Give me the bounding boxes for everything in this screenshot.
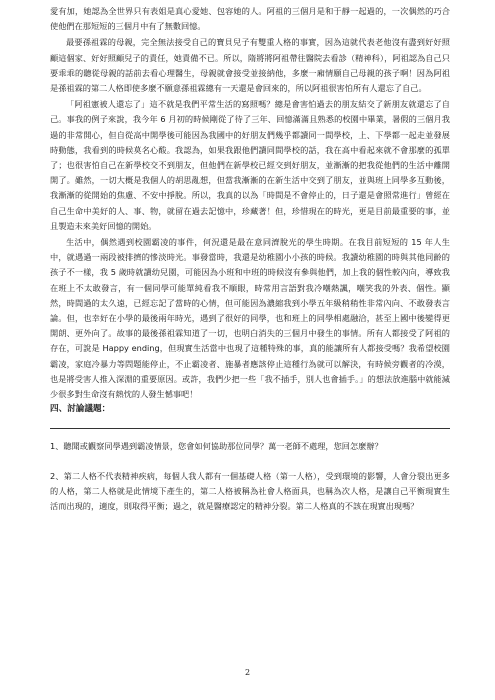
- paragraph-3: 「阿祖憲被人還忘了」這不就是我們平常生活的寫照嗎？總是會害怕過去的朋友結交了新朋友就還忘了自己。事我的例子來說，我今年 6 月初的時候剛從了待了三年、回憶滿滿且熟悉的校園中畢業，暑假的三個月我過的非常開心，但自從高中開學後可能因為我國中的好朋友們幾乎都讀同一間學校，上、下學都一起走並發展時動態，我看到的時候莫名心酸。我認為，如果我跟他們讀同間學校的話，我在高中看起來就不會那麼的孤單了；也很害怕自己在新學校交不到朋友，但他們在新學校已經交到好朋友，並漸漸的把我從他們的生活中離開開了。雖然，一切大概是我個人的胡思亂想，但當我漸漸的在新生活中交到了朋友，並與班上同學多互動後，我漸漸的從開始的焦慮、不安中掙脫。所以，我真的以為「時間是不會停止的，日子還是會照常進行」曾經在自己生命中美好的人、事、物，就留在過去記憶中，珍藏著！但，珍惜現在的時光，更是目前最重要的事，並且製造未來美好回憶的開始。: [50, 99, 450, 231]
- section-heading: 四、討論議題：: [50, 404, 111, 415]
- document-page: [50, 4, 450, 514]
- paragraph-2: 最要孫祖霖的母親，完全無法接受自己的寶貝兒子有雙重人格的事實，因為這就代表老他沒有盡到好好照顧這個家、好好照顧兒子的責任，她責備不已。所以，隋將將阿祖帶往醫院去看診（精神科），阿祖認為自己只要乖乖的聽從母親的話前去看心理醫生，母親就會接受並接納他，多麼一廂情願自己母親的孩子啊！因為阿祖是孫祖霖的第二人格即使多麼不願意孫祖霖總有一天還是會回來的，所以阿祖很害怕所有人還忘了自己。: [50, 37, 450, 94]
- question-1: 1、聽聞或觀察同學遇到霸凌情景，您會如何協助那位同學？萬一老師不處理，您回怎麼辦？: [50, 441, 383, 452]
- question-2: 2、第二人格不代表精神疾病，每個人我人都有一個基礎人格（第一人格），受到環境的影響，人會分裂出更多的人格，第二人格就是此情境下產生的，第二人格被稱為社會人格面具，也稱為次人格，是讓自己平衡現實生活而出現的，適度，則取得平衡；過之，就是醫療認定的精神分裂。第二人格真的不該在現實出現嗎？: [50, 470, 450, 512]
- paragraph-4: 生活中，偶然遇到校園霸凌的事件，何況還是最在意同濟脫光的學生時期。在我目前短短的 15 年人生中，就遇過一兩段被排擠的慘淡時光。事發當時，我還是幼稚園小小孩的時候。我讀幼稚園的時與其他同齡的孩子不一樣，我 5 歲時就讀幼兒園，可能因為小班和中班的時候沒有參與他們，加上我的個性較內向，導致我在班上不太敢發言，有一個同學可能單純看我不順眼，時常用言語對我冷嘲熱諷，嘲笑我的外表、個性。顯然，時間過的太久遠，已經忘記了當時的心情，但可能因為濃縮我到小學五年級稍稍性非常內向、不敢發表言論。但，也幸好在小學的最後兩年時光，遇到了很好的同學，也和班上的同學相處融洽，甚至上國中後變得更開朗、更外向了。故事的最後孫祖霖知道了一切，也明白消失的三個月中發生的事情。所有人都接受了阿祖的存在，可說是 Happy ending，但現實生活當中也現了這種特殊的事，真的能讓所有人都接受嗎？我希望校園霸凌，家庭冷暴力等問題能停止，不止霸凌者、施暴者應該停止這種行為就可以解決，有時候旁觀者的冷漠，也是將受害人推入深淵的重要原因。或許，我們少把一些「我不插手，別人也會插手。」的想法放進腦中就能減少很多對生命沒有熱忱的人發生憾事吧！: [50, 237, 450, 400]
- paragraph-1: 愛有加，她認為全世界只有表姐是真心愛她、包容她的人。阿祖的三個月是和于靜一起過的，一次偶然的巧合使他們在那短短的三個月中有了無數回憶。: [50, 6, 450, 32]
- section-divider: [50, 428, 450, 429]
- page-number: 2: [244, 668, 251, 677]
